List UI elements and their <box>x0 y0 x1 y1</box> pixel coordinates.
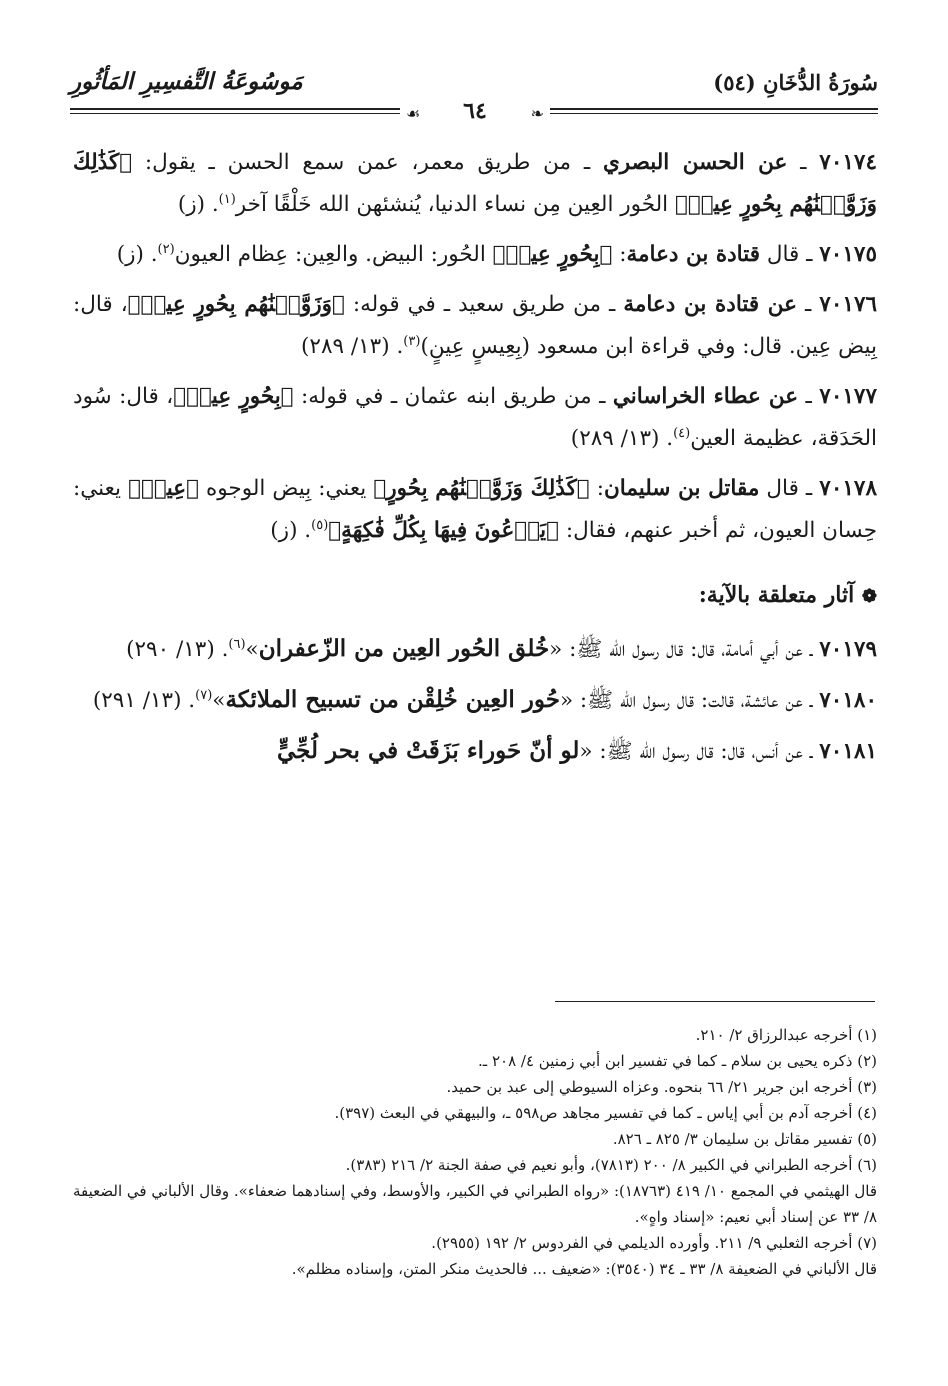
footnote-ref: (١) <box>218 191 236 207</box>
book-title: مَوسُوعَةُ التَّفسِيرِ المَأثُورِ <box>70 68 303 95</box>
entry-text: ـ قال <box>759 242 820 267</box>
entry-text: ـ <box>796 292 820 317</box>
source-ref: . (ز) <box>270 518 312 543</box>
footnote: (١) أخرجه عبدالرزاق ٢/ ٢١٠. <box>695 1026 877 1044</box>
quran-verse: ﴿كَذَٰلِكَ وَزَوَّجۡنَٰهُم بِحُورٍ﴾ <box>373 476 590 501</box>
hadith-text: خُلق الحُور العِين من الزّعفران <box>258 635 550 662</box>
entry-text: ـ <box>798 384 820 409</box>
footnote: قال الهيثمي في المجمع ١٠/ ٤١٩ (١٨٧٦٣): «رواه الطبراني في الكبير، والأوسط، وفي إسنادهما ضعفاء». وقال الألباني في الضعيفة ٨/ ٣٣ عن إسناد أبي نعيم: «إسناد واهٍ». <box>73 1182 878 1226</box>
footnote: (٥) تفسير مقاتل بن سليمان ٣/ ٨٢٥ ـ ٨٢٦. <box>612 1130 877 1148</box>
entry-text: » <box>245 637 259 662</box>
section-title: آثار متعلقة بالآية: <box>698 582 855 608</box>
footnote: قال الألباني في الضعيفة ٨/ ٣٣ ـ ٣٤ (٣٥٤٠): «ضعيف ... فالحديث منكر المتن، وإسناده مظلم». <box>291 1260 877 1278</box>
hadith-text: حُور العِين خُلِقْن من تسبيح الملائكة <box>225 686 560 713</box>
footnote: (٢) ذكره يحيى بن سلام ـ كما في تفسير ابن أبي زمنين ٤/ ٢٠٨ ـ. <box>478 1052 877 1070</box>
entry-text: : <box>612 242 627 267</box>
entry-number: ٧٠١٧٤ <box>819 150 878 175</box>
source-ref: . (١٣/ ٢٩١) <box>92 688 196 713</box>
narration-entry <box>73 284 877 368</box>
entry-number: ٧٠١٨٠ <box>819 688 877 713</box>
entry-text: ، قال: بِيض عِين. قال: وفي قراءة ابن مسعود (بِعِيسٍ عِينٍ) <box>73 292 877 359</box>
entry-text: الحُور: البيض. والعِين: عِظام العيون <box>174 242 493 267</box>
surah-title: سُورَةُ الدُّخَانِ (٥٤) <box>713 70 878 95</box>
entry-text: ـ عن أبي أمامة، قال: قال رسول الله ﷺ: « <box>549 637 820 662</box>
hadith-entry <box>73 679 877 722</box>
entry-text: ـ من طريق سعيد ـ في قوله: <box>344 292 624 317</box>
narrator-name: عن قتادة بن دعامة <box>623 292 797 317</box>
quran-verse: ﴿بِحُورٍ عِينٖ﴾ <box>173 384 294 409</box>
entry-text: ـ قال <box>759 476 820 501</box>
entry-text: ـ من طريق معمر، عمن سمع الحسن ـ يقول: <box>132 150 603 175</box>
quran-verse: ﴿وَزَوَّجۡنَٰهُم بِحُورٍ عِينٖ﴾ <box>127 292 345 317</box>
entry-text: ، قال: سُود الحَدَقة، عظيمة العين <box>73 384 877 451</box>
footnote: (٧) أخرجه الثعلبي ٩/ ٢١١. وأورده الديلمي في الفردوس ٢/ ١٩٢ (٢٩٥٥). <box>431 1234 877 1252</box>
narration-entry <box>73 376 877 460</box>
page-number: ٦٤ <box>463 98 487 124</box>
quran-verse: ﴿يَدۡعُونَ فِيهَا بِكُلِّ فَٰكِهَةٍ﴾ <box>328 518 559 543</box>
source-ref: . (ز) <box>177 192 219 217</box>
section-heading <box>73 578 877 614</box>
entry-text: ـ من طريق ابنه عثمان ـ في قوله: <box>293 384 613 409</box>
entry-number: ٧٠١٧٥ <box>819 242 877 267</box>
entry-text: » <box>212 688 226 713</box>
footnote: (٦) أخرجه الطبراني في الكبير ٨/ ٢٠٠ (٧٨١٣)، وأبو نعيم في صفة الجنة ٢/ ٢١٦ (٣٨٣). <box>345 1156 877 1174</box>
entry-number: ٧٠١٨١ <box>819 739 877 764</box>
entry-number: ٧٠١٧٨ <box>819 476 878 501</box>
page-number-box <box>400 96 550 130</box>
narrator-name: ـ <box>787 150 820 175</box>
footnote-ref: (٧) <box>195 687 213 703</box>
footnote-ref: (٣) <box>403 333 421 349</box>
footnote-ref: (٤) <box>673 425 691 441</box>
source-ref: . (ز) <box>116 242 158 267</box>
entry-text: يعني: بِيض الوجوه <box>199 476 374 501</box>
entry-text: الحُور العِين مِن نساء الدنيا، يُنشئهن الله خَلْقًا آخر <box>235 192 675 217</box>
narration-entry <box>73 234 877 276</box>
entry-text: : <box>589 476 605 501</box>
footnote-ref: (٢) <box>157 241 175 257</box>
narration-entry <box>73 468 877 552</box>
footnote: (٤) أخرجه آدم بن أبي إياس ـ كما في تفسير مجاهد ص٥٩٨ ـ، والبيهقي في البعث (٣٩٧). <box>334 1104 877 1122</box>
source-ref: . (١٣/ ٢٨٩) <box>570 426 674 451</box>
entry-text: يعني: حِسان العيون، ثم أخبر عنهم، فقال: <box>73 476 877 543</box>
entry-number: ٧٠١٧٦ <box>819 292 878 317</box>
quran-verse: ﴿كَذَٰلِكَ وَزَوَّجۡنَٰهُم بِحُورٍ عِينٖ﴾ <box>73 150 877 217</box>
page-header <box>70 66 878 130</box>
hadith-text: لو أنّ حَوراء بَزَقَتْ في بحر لُجِّيٍّ <box>276 737 580 764</box>
flower-icon: ❁ <box>861 586 877 607</box>
narration-entry <box>73 142 877 226</box>
entry-number: ٧٠١٧٧ <box>819 384 878 409</box>
ornament-icon: ☙ <box>406 104 421 123</box>
footnote: (٣) أخرجه ابن جرير ٢١/ ٦٦ بنحوه. وعزاه السيوطي إلى عبد بن حميد. <box>446 1078 877 1096</box>
source-ref: . (١٣/ ٢٨٩) <box>301 334 404 359</box>
footnotes <box>73 1022 877 1282</box>
footnote-divider <box>555 1001 875 1002</box>
entry-text: ـ عن أنس، قال: قال رسول الله ﷺ: « <box>579 739 820 764</box>
footnote-ref: (٦) <box>228 636 246 652</box>
source-ref: . (١٣/ ٢٩٠) <box>126 637 229 662</box>
quran-verse: ﴿بِحُورٍ عِينٖ﴾ <box>492 242 613 267</box>
narrator-name: مقاتل بن سليمان <box>604 476 760 501</box>
narrator-name: عن الحسن البصري <box>602 150 788 175</box>
main-text <box>73 142 877 781</box>
narrator-name: عن عطاء الخراساني <box>612 384 799 409</box>
entry-text: ـ عن عائشة، قالت: قال رسول الله ﷺ: « <box>559 688 820 713</box>
ornament-icon: ❧ <box>530 104 544 123</box>
hadith-entry <box>73 628 877 671</box>
hadith-entry <box>73 730 877 773</box>
narrator-name: قتادة بن دعامة <box>626 242 760 267</box>
footnote-ref: (٥) <box>311 517 329 533</box>
quran-verse: ﴿عِينٖ﴾ <box>128 476 199 501</box>
entry-number: ٧٠١٧٩ <box>819 637 877 662</box>
